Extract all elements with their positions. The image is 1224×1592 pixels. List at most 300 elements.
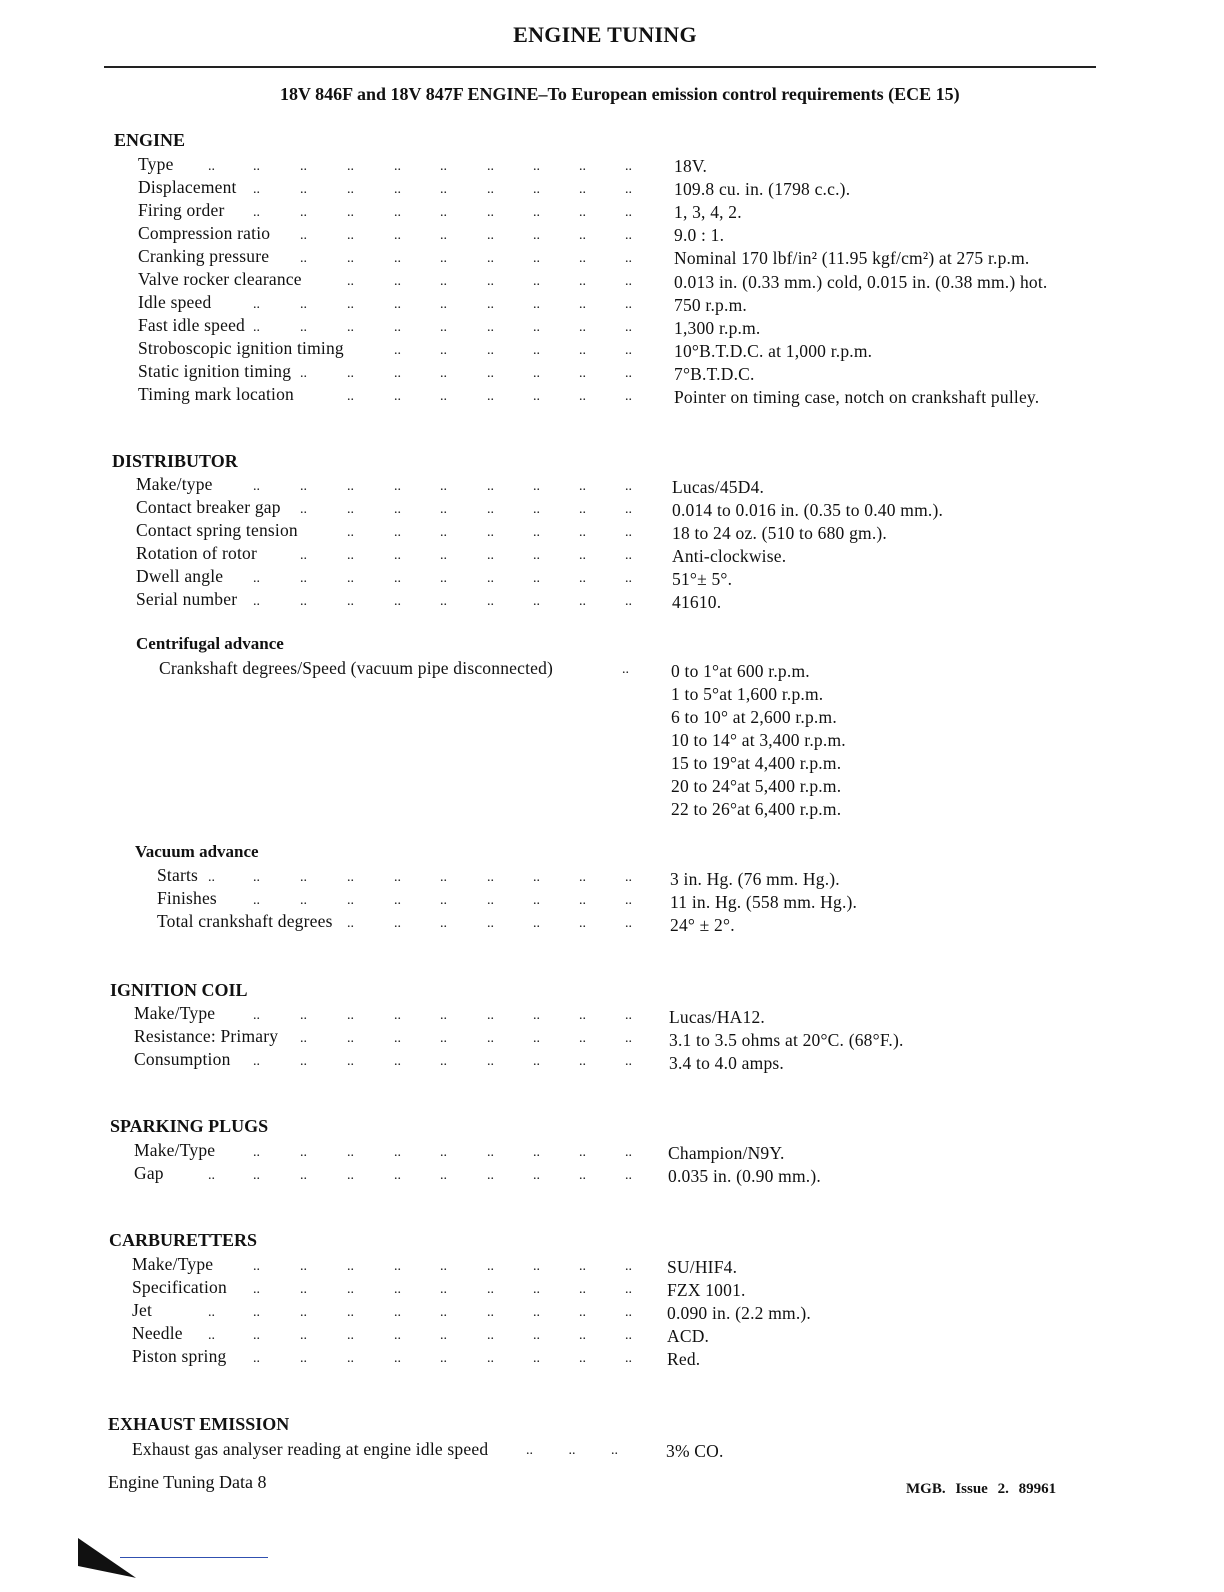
dot-leader: .. — [533, 1351, 540, 1366]
dot-leader: .. — [440, 502, 447, 517]
dot-leader: .. — [347, 548, 354, 563]
dot-leader: .. — [347, 1305, 354, 1320]
dot-leader: .. — [533, 893, 540, 908]
spec-value: 3 in. Hg. (76 mm. Hg.). — [670, 869, 840, 889]
dot-leader: .. — [579, 525, 586, 540]
spec-value: 51°± 5°. — [672, 569, 733, 589]
dot-leader: .. — [394, 320, 401, 335]
dot-leader: .. — [347, 1328, 354, 1343]
dot-leader: .. — [579, 1145, 586, 1160]
dot-leader: .. — [440, 1008, 447, 1023]
dot-leader: .. — [394, 274, 401, 289]
dot-leader: .. — [347, 159, 354, 174]
dot-leader: .. — [347, 1168, 354, 1183]
dot-leader: .. — [440, 1351, 447, 1366]
spec-value: 11 in. Hg. (558 mm. Hg.). — [670, 892, 858, 912]
dot-leader: .. — [394, 1145, 401, 1160]
dot-leader: .. — [253, 870, 260, 885]
dot-leader: .. — [300, 1351, 307, 1366]
dot-leader: .. — [579, 1168, 586, 1183]
vacuum-advance-heading: Vacuum advance — [135, 842, 259, 861]
dot-leader: .. — [625, 274, 632, 289]
spec-value: 0.035 in. (0.90 mm.). — [668, 1166, 821, 1186]
spec-label: Contact breaker gap — [136, 497, 281, 517]
dot-leader: .. — [625, 1168, 632, 1183]
dot-leader: .. — [394, 205, 401, 220]
dot-leader: .. — [394, 228, 401, 243]
dot-leader: .. — [579, 594, 586, 609]
dot-leader: .. — [347, 228, 354, 243]
dot-leader: .. — [394, 297, 401, 312]
spec-label: Piston spring — [132, 1346, 227, 1366]
dot-leader: .. — [579, 274, 586, 289]
dot-leader: .. — [440, 1328, 447, 1343]
spec-value: 1,300 r.p.m. — [674, 318, 761, 338]
dot-leader: .. — [440, 182, 447, 197]
dot-leader: .. — [533, 870, 540, 885]
dot-leader: .. — [253, 594, 260, 609]
spec-label: Contact spring tension — [136, 520, 298, 540]
dot-leader: .. — [625, 205, 632, 220]
dot-leader: .. — [208, 159, 215, 174]
dot-leader: .. — [394, 1282, 401, 1297]
dot-leader: .. — [347, 525, 354, 540]
dot-leader: .. — [579, 502, 586, 517]
dot-leader: .. — [625, 389, 632, 404]
dot-leader: .. — [347, 389, 354, 404]
dot-leader: .. — [347, 916, 354, 931]
dot-leader: .. — [625, 228, 632, 243]
dot-leader: .. — [253, 893, 260, 908]
dot-leader: .. — [625, 1328, 632, 1343]
dot-leader: .. — [625, 916, 632, 931]
dot-leader: .. — [579, 1008, 586, 1023]
dot-leader: .. — [394, 182, 401, 197]
dot-leader: .. — [208, 1305, 215, 1320]
dot-leader: .. — [487, 297, 494, 312]
dot-leader: .. — [394, 893, 401, 908]
dot-leader: .. — [394, 1031, 401, 1046]
dot-leader: .. — [394, 1305, 401, 1320]
dot-leader: .. — [533, 594, 540, 609]
dot-leader: .. — [533, 159, 540, 174]
dot-leader: .. — [253, 159, 260, 174]
dot-leader: .. — [625, 479, 632, 494]
centrifugal-value: 0 to 1°at 600 r.p.m. — [671, 661, 810, 681]
dot-leader: .. — [440, 1031, 447, 1046]
dot-leader: .. — [533, 343, 540, 358]
dot-leader: .. — [625, 870, 632, 885]
dot-leader: .. — [347, 594, 354, 609]
dot-leader: .. — [440, 366, 447, 381]
dot-leader: .. — [579, 389, 586, 404]
dot-leader: .. — [253, 205, 260, 220]
dot-leader: .. — [487, 251, 494, 266]
dot-leader: .. — [300, 1008, 307, 1023]
section-heading-exhaust-emission: EXHAUST EMISSION — [108, 1414, 290, 1434]
centrifugal-value: 6 to 10° at 2,600 r.p.m. — [671, 707, 837, 727]
spec-value: 109.8 cu. in. (1798 c.c.). — [674, 179, 851, 199]
page-title: ENGINE TUNING — [513, 22, 697, 47]
section-heading-carburetters: CARBURETTERS — [109, 1230, 258, 1250]
dot-leader: .. — [625, 1282, 632, 1297]
dot-leader: .. — [347, 571, 354, 586]
spec-value: Nominal 170 lbf/in² (11.95 kgf/cm²) at 275 r.p.m. — [674, 248, 1030, 268]
dot-leader: .. — [253, 297, 260, 312]
dot-leader: .. — [440, 320, 447, 335]
dot-leader: .. — [394, 1008, 401, 1023]
dot-leader: .. — [487, 502, 494, 517]
dot-leader: .. — [440, 1282, 447, 1297]
dot-leader: .. — [579, 548, 586, 563]
dot-leader: .. — [394, 548, 401, 563]
dot-leader: .. — [533, 1031, 540, 1046]
spec-label: Dwell angle — [136, 566, 224, 586]
dot-leader: .. — [579, 916, 586, 931]
dot-leader: .. — [253, 320, 260, 335]
dot-leader: .. — [487, 1054, 494, 1069]
dot-leader: .. — [300, 251, 307, 266]
centrifugal-value: 15 to 19°at 4,400 r.p.m. — [671, 753, 842, 773]
dot-leader: .. — [533, 1328, 540, 1343]
dot-leader: .. — [300, 320, 307, 335]
dot-leader: .. — [300, 870, 307, 885]
dot-leader: .. — [440, 159, 447, 174]
dot-leader: .. — [579, 1031, 586, 1046]
dot-leader: .. — [625, 548, 632, 563]
spec-label: Resistance: Primary — [134, 1026, 279, 1046]
dot-leader: .. — [625, 366, 632, 381]
dot-leader: .. — [487, 870, 494, 885]
spec-value: Pointer on timing case, notch on crankshaft pulley. — [674, 387, 1040, 407]
dot-leader: .. — [440, 525, 447, 540]
spec-value: 18V. — [674, 156, 708, 176]
dot-leader: .. — [253, 1328, 260, 1343]
dot-leader: .. — [347, 205, 354, 220]
dot-leader: .. — [625, 594, 632, 609]
dot-leader: .. — [625, 1145, 632, 1160]
spec-label: Make/Type — [134, 1140, 216, 1160]
dot-leader: .. — [487, 594, 494, 609]
dot-leader: .. — [347, 297, 354, 312]
dot-leader: .. — [394, 479, 401, 494]
dot-leader: .. — [347, 182, 354, 197]
footer-issue-label: MGB. Issue 2. 89961 — [906, 1481, 1057, 1497]
dot-leader: .. — [533, 205, 540, 220]
dot-leader: .. — [300, 182, 307, 197]
dot-leader: .. — [579, 479, 586, 494]
dot-leader: .. — [533, 366, 540, 381]
dot-leader: .. — [394, 343, 401, 358]
dot-leader: .. — [300, 893, 307, 908]
spec-value: Lucas/HA12. — [669, 1007, 765, 1027]
dot-leader: .. — [533, 1168, 540, 1183]
spec-label: Total crankshaft degrees — [157, 911, 333, 931]
dot-leader: .. — [253, 1145, 260, 1160]
dot-leader: .. — [533, 916, 540, 931]
dot-leader: .. — [533, 1145, 540, 1160]
spec-label: Exhaust gas analyser reading at engine idle speed — [132, 1439, 489, 1459]
dot-leader: .. — [253, 479, 260, 494]
dot-leader: .. — [347, 366, 354, 381]
dot-leader: .. — [579, 893, 586, 908]
dot-leader: .. — [625, 893, 632, 908]
dot-leader: .. — [625, 1305, 632, 1320]
spec-value: 24° ± 2°. — [670, 915, 735, 935]
dot-leader: .. — [300, 479, 307, 494]
dot-leader: .. — [625, 1031, 632, 1046]
dot-leader: .. — [253, 1305, 260, 1320]
spec-value: 750 r.p.m. — [674, 295, 747, 315]
dot-leader: .. — [533, 228, 540, 243]
spec-value: 10°B.T.D.C. at 1,000 r.p.m. — [674, 341, 873, 361]
dot-leader: .. — [579, 343, 586, 358]
dot-leader: .. — [625, 1351, 632, 1366]
dot-leader: .. — [579, 1328, 586, 1343]
spec-label: Gap — [134, 1163, 164, 1183]
dot-leader: .. — [487, 1305, 494, 1320]
spec-value: ACD. — [667, 1326, 710, 1346]
dot-leader: .. — [487, 1168, 494, 1183]
dot-leader: .. — [440, 1054, 447, 1069]
centrifugal-value: 10 to 14° at 3,400 r.p.m. — [671, 730, 846, 750]
dot-leader: .. — [394, 1054, 401, 1069]
dot-leader: .. — [579, 297, 586, 312]
dot-leader: .. — [347, 251, 354, 266]
dot-leader: .. — [347, 1008, 354, 1023]
dot-leader: .. — [300, 159, 307, 174]
spec-value: Lucas/45D4. — [672, 477, 765, 497]
dot-leader: .. — [533, 251, 540, 266]
spec-value: 1, 3, 4, 2. — [674, 202, 742, 222]
dot-leader: .. — [533, 182, 540, 197]
dot-leader: .. — [394, 1351, 401, 1366]
dot-leader: .. — [533, 297, 540, 312]
dot-leader: .. — [440, 1259, 447, 1274]
dot-leader: .. — [347, 1031, 354, 1046]
dot-leader: .. — [300, 1031, 307, 1046]
dot-leader: .. — [579, 205, 586, 220]
dot-leader: .. — [533, 502, 540, 517]
spec-label: Specification — [132, 1277, 227, 1297]
centrifugal-value: 1 to 5°at 1,600 r.p.m. — [671, 684, 824, 704]
dot-leader: .. — [579, 182, 586, 197]
dot-leader: .. — [440, 870, 447, 885]
spec-value: Red. — [667, 1349, 701, 1369]
dot-leader: .. — [300, 1168, 307, 1183]
dot-leader: .. — [440, 479, 447, 494]
dot-leader: .. — [347, 1351, 354, 1366]
dot-leader: .. — [487, 525, 494, 540]
spec-label: Idle speed — [138, 292, 212, 312]
spec-label: Valve rocker clearance — [138, 269, 302, 289]
dot-leader: .. .. .. — [526, 1443, 618, 1458]
spec-value: 41610. — [672, 592, 722, 612]
spec-label: Starts — [157, 865, 199, 885]
dot-leader: .. — [440, 916, 447, 931]
dot-leader: .. — [347, 274, 354, 289]
dot-leader: .. — [487, 182, 494, 197]
spec-value: 3% CO. — [666, 1441, 724, 1461]
spec-label: Serial number — [136, 589, 238, 609]
dot-leader: .. — [579, 366, 586, 381]
section-heading-sparking-plugs: SPARKING PLUGS — [110, 1116, 269, 1136]
spec-label: Stroboscopic ignition timing — [138, 338, 344, 358]
spec-value: 3.1 to 3.5 ohms at 20°C. (68°F.). — [669, 1030, 904, 1050]
dot-leader: .. — [440, 1145, 447, 1160]
dot-leader: .. — [625, 343, 632, 358]
spec-label: Make/type — [136, 474, 213, 494]
spec-label: Make/Type — [132, 1254, 214, 1274]
dot-leader: .. — [394, 366, 401, 381]
dot-leader: .. — [579, 159, 586, 174]
dot-leader: .. — [487, 916, 494, 931]
dot-leader: .. — [487, 571, 494, 586]
spec-value: SU/HIF4. — [667, 1257, 738, 1277]
centrifugal-value: 20 to 24°at 5,400 r.p.m. — [671, 776, 842, 796]
dot-leader: .. — [208, 870, 215, 885]
spec-value: Champion/N9Y. — [668, 1143, 785, 1163]
dot-leader: .. — [300, 228, 307, 243]
dot-leader: .. — [208, 1328, 215, 1343]
dot-leader: .. — [579, 870, 586, 885]
dot-leader: .. — [487, 1259, 494, 1274]
dot-leader: .. — [487, 1031, 494, 1046]
dot-leader: .. — [394, 525, 401, 540]
spec-label: Timing mark location — [138, 384, 294, 404]
spec-label: Firing order — [138, 200, 225, 220]
dot-leader: .. — [487, 479, 494, 494]
dot-leader: .. — [347, 893, 354, 908]
dot-leader: .. — [440, 205, 447, 220]
dot-leader: .. — [300, 571, 307, 586]
dot-leader: .. — [347, 479, 354, 494]
dot-leader: .. — [487, 1282, 494, 1297]
dot-leader: .. — [487, 320, 494, 335]
dot-leader: .. — [625, 1008, 632, 1023]
spec-value: 3.4 to 4.0 amps. — [669, 1053, 785, 1073]
dot-leader: .. — [300, 1305, 307, 1320]
dot-leader: .. — [440, 1305, 447, 1320]
footer-page-label: Engine Tuning Data 8 — [108, 1472, 267, 1492]
dot-leader: .. — [579, 1259, 586, 1274]
dot-leader: .. — [253, 571, 260, 586]
dot-leader: .. — [533, 548, 540, 563]
dot-leader: .. — [253, 1282, 260, 1297]
dot-leader: .. — [347, 1259, 354, 1274]
dot-leader: .. — [533, 1008, 540, 1023]
dot-leader: .. — [394, 159, 401, 174]
dot-leader: .. — [440, 548, 447, 563]
dot-leader: .. — [394, 870, 401, 885]
dot-leader: .. — [347, 1145, 354, 1160]
dot-leader: .. — [579, 1282, 586, 1297]
spec-label: Jet — [132, 1300, 153, 1320]
dot-leader: .. — [625, 1259, 632, 1274]
dot-leader: .. — [533, 1305, 540, 1320]
dot-leader: .. — [533, 389, 540, 404]
dot-leader: .. — [394, 571, 401, 586]
dot-leader: .. — [394, 251, 401, 266]
dot-leader: .. — [533, 525, 540, 540]
dot-leader: .. — [533, 320, 540, 335]
dot-leader: .. — [622, 662, 629, 677]
spec-value: Anti-clockwise. — [672, 546, 787, 566]
dot-leader: .. — [440, 389, 447, 404]
section-heading-distributor: DISTRIBUTOR — [112, 451, 238, 471]
dot-leader: .. — [347, 320, 354, 335]
dot-leader: .. — [533, 571, 540, 586]
dot-leader: .. — [487, 205, 494, 220]
spec-value: 0.013 in. (0.33 mm.) cold, 0.015 in. (0.38 mm.) hot. — [674, 272, 1048, 292]
centrifugal-value: 22 to 26°at 6,400 r.p.m. — [671, 799, 842, 819]
page-subtitle: 18V 846F and 18V 847F ENGINE–To European emission control requirements (ECE 15) — [280, 84, 960, 104]
dot-leader: .. — [300, 1054, 307, 1069]
dot-leader: .. — [487, 366, 494, 381]
dot-leader: .. — [579, 228, 586, 243]
dot-leader: .. — [253, 1168, 260, 1183]
spec-label: Rotation of rotor — [136, 543, 258, 563]
dot-leader: .. — [533, 1054, 540, 1069]
dot-leader: .. — [253, 1008, 260, 1023]
dot-leader: .. — [253, 1259, 260, 1274]
dot-leader: .. — [253, 1054, 260, 1069]
dot-leader: .. — [347, 1282, 354, 1297]
spec-label: Make/Type — [134, 1003, 216, 1023]
dot-leader: .. — [533, 479, 540, 494]
spec-label: Type — [138, 154, 174, 174]
dot-leader: .. — [487, 1008, 494, 1023]
dot-leader: .. — [440, 343, 447, 358]
spec-value: 0.014 to 0.016 in. (0.35 to 0.40 mm.). — [672, 500, 944, 520]
dot-leader: .. — [394, 594, 401, 609]
spec-value: FZX 1001. — [667, 1280, 746, 1300]
dot-leader: .. — [440, 1168, 447, 1183]
dot-leader: .. — [394, 1168, 401, 1183]
dot-leader: .. — [487, 389, 494, 404]
dot-leader: .. — [300, 1145, 307, 1160]
dot-leader: .. — [487, 274, 494, 289]
dot-leader: .. — [440, 893, 447, 908]
dot-leader: .. — [394, 1328, 401, 1343]
spec-label: Displacement — [138, 177, 237, 197]
dot-leader: .. — [394, 1259, 401, 1274]
spec-label: Finishes — [157, 888, 217, 908]
dot-leader: .. — [300, 1328, 307, 1343]
header-rule — [104, 66, 1096, 68]
section-heading-engine: ENGINE — [114, 130, 186, 150]
dot-leader: .. — [625, 1054, 632, 1069]
spec-label: Static ignition timing — [138, 361, 292, 381]
dot-leader: .. — [487, 159, 494, 174]
dot-leader: .. — [347, 502, 354, 517]
scan-corner-line — [120, 1557, 268, 1558]
dot-leader: .. — [579, 1351, 586, 1366]
dot-leader: .. — [440, 228, 447, 243]
dot-leader: .. — [579, 1054, 586, 1069]
centrifugal-advance-heading: Centrifugal advance — [136, 634, 284, 653]
dot-leader: .. — [487, 893, 494, 908]
dot-leader: .. — [625, 571, 632, 586]
dot-leader: .. — [300, 205, 307, 220]
dot-leader: .. — [533, 1282, 540, 1297]
spec-label: Cranking pressure — [138, 246, 270, 266]
dot-leader: .. — [440, 594, 447, 609]
dot-leader: .. — [300, 1259, 307, 1274]
section-heading-ignition-coil: IGNITION COIL — [110, 980, 248, 1000]
dot-leader: .. — [208, 1168, 215, 1183]
spec-value: 7°B.T.D.C. — [674, 364, 755, 384]
